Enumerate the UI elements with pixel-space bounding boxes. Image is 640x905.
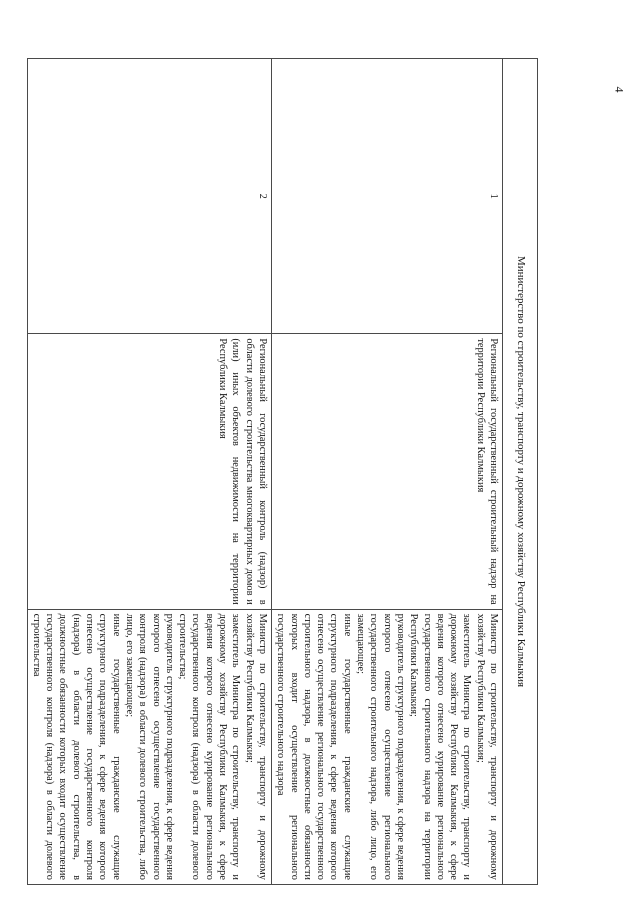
row-number: 1 (271, 59, 502, 334)
table-row (27, 59, 271, 885)
official-entry: руководитель структурного подразделения, к сфере ведения которого отнесено осуществление государственного контроля (надзора) в области долевого строительства, либо лицо, его замещающее; (123, 613, 175, 880)
official-entry: Министр по строительству, транспорту и дорожному хозяйству Республики Калмыкия; (474, 613, 499, 880)
official-entry: Министр по строительству, транспорту и дорожному хозяйству Республики Калмыкия; (243, 613, 268, 880)
official-entry: руководитель структурного подразделения, к сфере ведения которого отнесено осуществление регионального государственного строительного надзора, либо лицо, его замещающее; (355, 613, 406, 880)
table-row (271, 59, 502, 885)
official-entry: иные государственные гражданские служащие структурного подразделения, к сфере ведения которого отнесено осуществление регионального государственного строительного надзора, в должностные обязанности которых входит осуществление регионального государственного строительного надзора (275, 613, 353, 880)
table-header-row (503, 59, 538, 885)
service-name: Региональный государственный контроль (надзор) в области долевого строительства многоквартирных домов и (или) иных объектов недвижимости на территории Республики Калмыкия (27, 334, 271, 609)
page-number: 4 (612, 86, 627, 93)
officials-list (271, 609, 502, 884)
service-name: Региональный государственный строительный надзор на территории Республики Калмыкия (271, 334, 502, 609)
rotated-document (30, 58, 538, 885)
row-number: 2 (27, 59, 271, 334)
official-entry: заместитель Министра по строительству, транспорту и дорожному хозяйству Республики Калмыкия, к сфере ведения которого отнесено курирование регионального государственного строительного надзора на территории Республики Калмыкия; (408, 613, 473, 880)
officials-list (27, 609, 271, 884)
official-entry: иные государственные гражданские служащие структурного подразделения, к сфере ведения которого отнесено осуществление государственного контроля (надзора) в области долевого строительства, в должностные обязанности которых входит осуществление государственного контроля (надзора) в области долевого строительства (30, 613, 122, 880)
ministry-header: Министерство по строительству, транспорту и дорожному хозяйству Республики Калмыкия (503, 59, 538, 885)
officials-table (27, 58, 538, 885)
official-entry: заместитель Министра по строительству, транспорту и дорожному хозяйству Республики Калмыкия, к сфере ведения которого отнесено курирование регионального государственного контроля (надзора) в области долевого строительства; (177, 613, 242, 880)
